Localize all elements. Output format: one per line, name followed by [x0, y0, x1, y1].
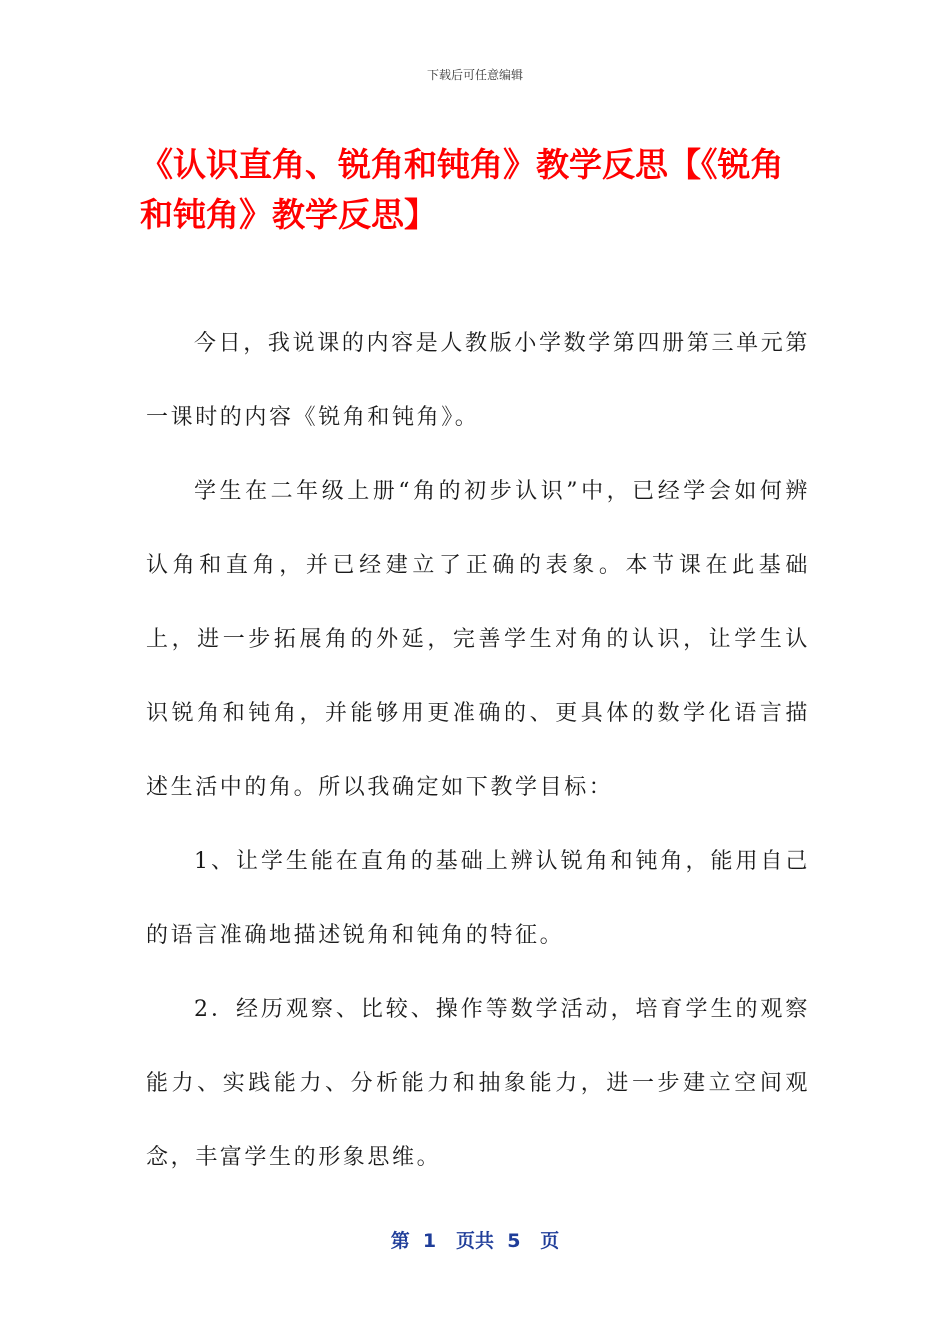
document-title: 《认识直角、锐角和钝角》教学反思【《锐角和钝角》教学反思】	[140, 145, 784, 234]
paragraph-goal-2: 2．经历观察、比较、操作等数学活动，培育学生的观察能力、实践能力、分析能力和抽象能力，进一步建立空间观念，丰富学生的形象思维。	[146, 997, 810, 1170]
page-header-note: 下载后可任意编辑	[426, 68, 523, 82]
page-number-footer: 第 1 页共 5 页	[390, 1230, 560, 1252]
document-body	[146, 307, 810, 1195]
paragraph-intro: 今日，我说课的内容是人教版小学数学第四册第三单元第一课时的内容《锐角和钝角》。	[146, 331, 810, 430]
paragraph-goal-1: 1、让学生能在直角的基础上辨认锐角和钝角，能用自己的语言准确地描述锐角和钝角的特征。	[146, 849, 810, 948]
paragraph-background: 学生在二年级上册“角的初步认识”中，已经学会如何辨认角和直角，并已经建立了正确的表象。本节课在此基础上，进一步拓展角的外延，完善学生对角的认识，让学生认识锐角和钝角，并能够用更准确的、更具体的数学化语言描述生活中的角。所以我确定如下教学目标：	[146, 479, 810, 800]
